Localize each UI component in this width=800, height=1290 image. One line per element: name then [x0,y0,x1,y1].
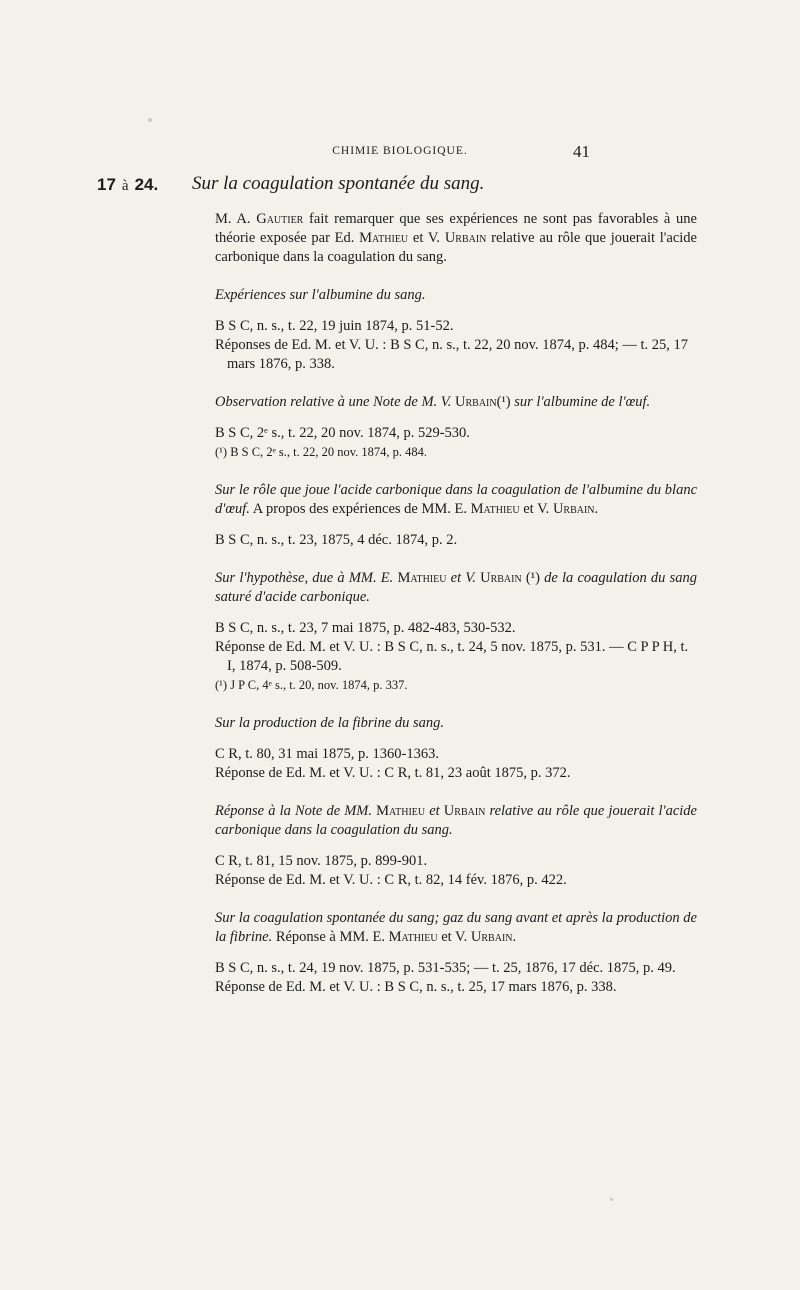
intro-paragraph [215,210,697,267]
entry-number [97,175,158,195]
section-title-text: relative au rôle que jouerait l'acide carbonique dans la coagulation du sang. [215,803,697,838]
spacer [215,462,697,481]
spacer [215,840,697,852]
section-title-text: sur l'albumine de l'œuf. [510,394,651,410]
section-title-text: Sur la coagulation spontanée du sang; gaz du sang avant et après la production de la fibrine. [215,910,697,945]
spacer [215,733,697,745]
reference: Réponse de Ed. M. et V. U. : C R, t. 82, 14 fév. 1876, p. 422. [215,872,567,888]
author-name: Urbain [470,929,513,945]
section-title [215,909,697,947]
spacer [215,695,697,714]
spacer [215,947,697,959]
spacer [215,607,697,619]
spacer [215,783,697,802]
spacer [215,305,697,317]
spacer [215,519,697,531]
section-text: A propos des expériences de MM. E. [249,501,471,517]
section-title-text: et V. [446,570,481,586]
intro-text: fait remarquer que ses expériences ne sont pas favorables à une théorie exposée par Ed. [215,211,697,246]
spacer [215,374,697,393]
section-title-text: Observation relative à une Note de M. V. [215,394,456,410]
entry-number-from: 17 [97,175,116,194]
section-text: Réponse à MM. E. [272,929,389,945]
paper-speck [610,1198,613,1201]
author-name: Mathieu [470,501,520,517]
spacer [215,550,697,569]
author-name: Urbain [443,803,486,819]
section-title-text: Sur le rôle que joue l'acide carbonique dans la coagulation de l'albumine du blanc d'œuf. [215,482,697,517]
author-name: Mathieu [359,230,409,246]
author-name: Urbain [455,394,497,410]
section-text: . [594,501,599,517]
reference: Réponse de Ed. M. et V. U. : B S C, n. s., t. 24, 5 nov. 1875, p. 531. — C P P H, t. I, 1874, p. 508-509. [215,639,689,674]
reference: B S C, 2ᵉ s., t. 22, 20 nov. 1874, p. 529-530. [215,425,470,441]
reference: B S C, n. s., t. 22, 19 juin 1874, p. 51-52. [215,318,454,334]
footnote: (¹) J P C, 4ᵉ s., t. 20, nov. 1874, p. 337. [215,678,408,692]
spacer [215,412,697,424]
section-title [215,802,697,840]
author-name: Gautier [256,211,304,227]
section-text: . [512,929,517,945]
spacer [215,890,697,909]
author-name: Urbain [480,570,522,586]
section-title-text: Sur l'hypothèse, due à MM. E. [215,570,398,586]
spacer [215,267,697,286]
section-title: Sur la production de la fibrine du sang. [215,715,445,731]
footnote-mark: (¹) [521,570,540,586]
section-text: et V. [519,501,553,517]
reference: B S C, n. s., t. 24, 19 nov. 1875, p. 531-535; — t. 25, 1876, 17 déc. 1875, p. 49. [215,960,676,976]
author-name: Mathieu [388,929,438,945]
page-header [0,142,800,164]
section-text: et V. [437,929,471,945]
entry-title: Sur la coagulation spontanée du sang. [192,173,485,194]
author-name: Mathieu [397,570,447,586]
section-title [215,569,697,607]
footnote: (¹) B S C, 2ᵉ s., t. 22, 20 nov. 1874, p. 484. [215,445,428,459]
reference: B S C, n. s., t. 23, 1875, 4 déc. 1874, p. 2. [215,532,458,548]
entry-body [215,210,697,997]
reference: C R, t. 81, 15 nov. 1875, p. 899-901. [215,853,428,869]
entry-number-to: 24. [134,175,159,194]
running-head: CHIMIE BIOLOGIQUE. [332,145,468,157]
reference: C R, t. 80, 31 mai 1875, p. 1360-1363. [215,746,439,762]
section-title [215,481,697,519]
page-number: 41 [573,142,590,161]
section-title-text: de la coagulation du sang saturé d'acide carbonique. [215,570,697,605]
section-title-text: Réponse à la Note de MM. [215,803,377,819]
footnote-mark: (¹) [496,394,511,410]
author-name: Urbain [552,501,595,517]
intro-text: et V. [408,230,445,246]
reference: B S C, n. s., t. 23, 7 mai 1875, p. 482-483, 530-532. [215,620,516,636]
intro-text: relative au rôle que jouerait l'acide carbonique dans la coagulation du sang. [215,230,697,265]
section-title: Expériences sur l'albumine du sang. [215,287,426,303]
author-name: Mathieu [376,803,426,819]
author-name: Urbain [444,230,487,246]
intro-text: M. A. [215,211,257,227]
section-title-text: et [425,803,444,819]
reference: Réponse de Ed. M. et V. U. : B S C, n. s., t. 25, 17 mars 1876, p. 338. [215,979,617,995]
entry-number-connector: à [121,178,129,194]
reference: Réponses de Ed. M. et V. U. : B S C, n. s., t. 22, 20 nov. 1874, p. 484; — t. 25, 17 mars 1876, p. 338. [215,337,689,372]
section-title [215,393,697,412]
reference: Réponse de Ed. M. et V. U. : C R, t. 81, 23 août 1875, p. 372. [215,765,571,781]
paper-speck [148,118,152,122]
